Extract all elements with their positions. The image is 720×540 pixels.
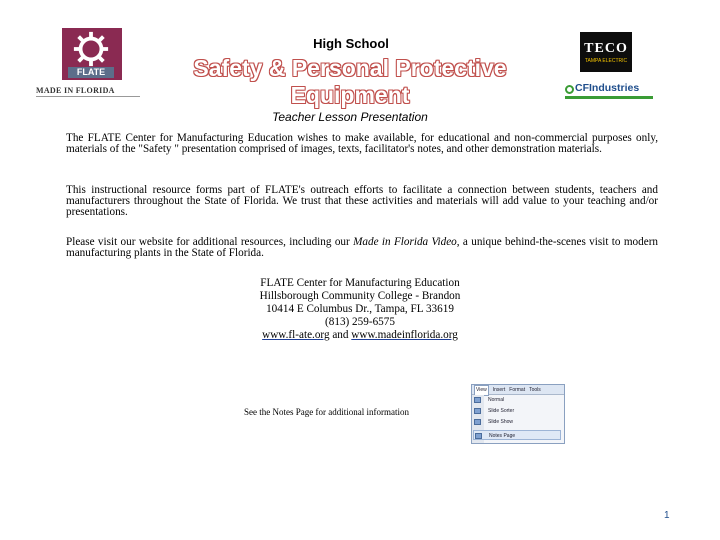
menu-insert: Insert: [492, 387, 506, 393]
menu-item-slide-show: [473, 417, 561, 427]
and-text: and: [329, 329, 352, 341]
teco-logo-text: TECO: [584, 41, 628, 56]
paragraph-intro: The FLATE Center for Manufacturing Education wishes to make available, for educational and non-commercial purposes only, materials of the "Safety " presentation comprised of images, texts, facilitator's notes, and other demonstration materials.: [66, 132, 658, 156]
normal-view-icon: [474, 397, 481, 403]
menu-item-slide-sorter: [473, 406, 561, 416]
cf-underline-bar: [565, 96, 653, 99]
notes-instruction: See the Notes Page for additional information: [244, 407, 409, 417]
address-phone: (813) 259-6575: [325, 316, 395, 328]
page-title: [150, 55, 550, 109]
slide-show-icon: [474, 419, 481, 425]
paragraph-outreach: This instructional resource forms part of FLATE's outreach efforts to facilitate a connection between students, teachers and manufacturers throughout the State of Florida. We trust that these activities and materials will add value to your teaching and/or presentations.: [66, 184, 658, 219]
made-in-florida-logo: MADE IN FLORIDA: [36, 86, 140, 97]
title-line-1: Safety & Personal Protective: [193, 55, 507, 81]
address-block: [0, 277, 720, 342]
menubar: [472, 385, 564, 395]
view-menu-screenshot: [471, 384, 565, 444]
paragraph-website-text-b: , a unique behind-the-scenes visit to modern manufacturing plants in the State of Florida.: [66, 236, 659, 260]
menu-format: Format: [509, 387, 526, 393]
paragraph-website-text-a: Please visit our website for additional resources, including our: [66, 236, 354, 248]
made-in-florida-video-title: Made in Florida Video: [353, 236, 457, 248]
cf-industries-logo: [565, 82, 653, 100]
madeinflorida-link[interactable]: www.madeinflorida.org: [351, 329, 458, 341]
menu-item-normal-label: Normal: [488, 397, 505, 403]
menu-tools: Tools: [529, 387, 541, 393]
cf-industries-text: CFIndustries: [575, 82, 640, 94]
menu-item-slide-sorter-label: Slide Sorter: [488, 408, 515, 414]
menu-item-notes-page-label: Notes Page: [489, 433, 516, 439]
menu-view: View: [474, 385, 489, 396]
teco-tagline: TAMPA ELECTRIC: [584, 58, 628, 64]
page-number: 1: [664, 510, 670, 521]
address-street: 10414 E Columbus Dr., Tampa, FL 33619: [266, 303, 454, 315]
slide-sorter-icon: [474, 408, 481, 414]
menu-item-notes-page: [473, 430, 561, 440]
fl-ate-link[interactable]: www.fl-ate.org: [262, 329, 330, 341]
address-links: [0, 329, 720, 342]
menu-item-slide-show-label: Slide Show: [488, 419, 514, 425]
menu-item-normal: [473, 395, 561, 405]
flate-logo-label: FLATE: [68, 67, 114, 78]
subtitle-top-text: High School: [313, 36, 389, 51]
subtitle-bottom: Teacher Lesson Presentation: [272, 110, 428, 124]
address-college: Hillsborough Community College - Brandon: [259, 290, 461, 302]
teco-logo: [580, 32, 632, 72]
address-org: FLATE Center for Manufacturing Education: [260, 277, 460, 289]
notes-page-icon: [475, 433, 482, 439]
paragraph-website: [66, 237, 658, 259]
cf-circle-icon: [565, 85, 574, 94]
title-line-2: Equipment: [290, 82, 410, 108]
